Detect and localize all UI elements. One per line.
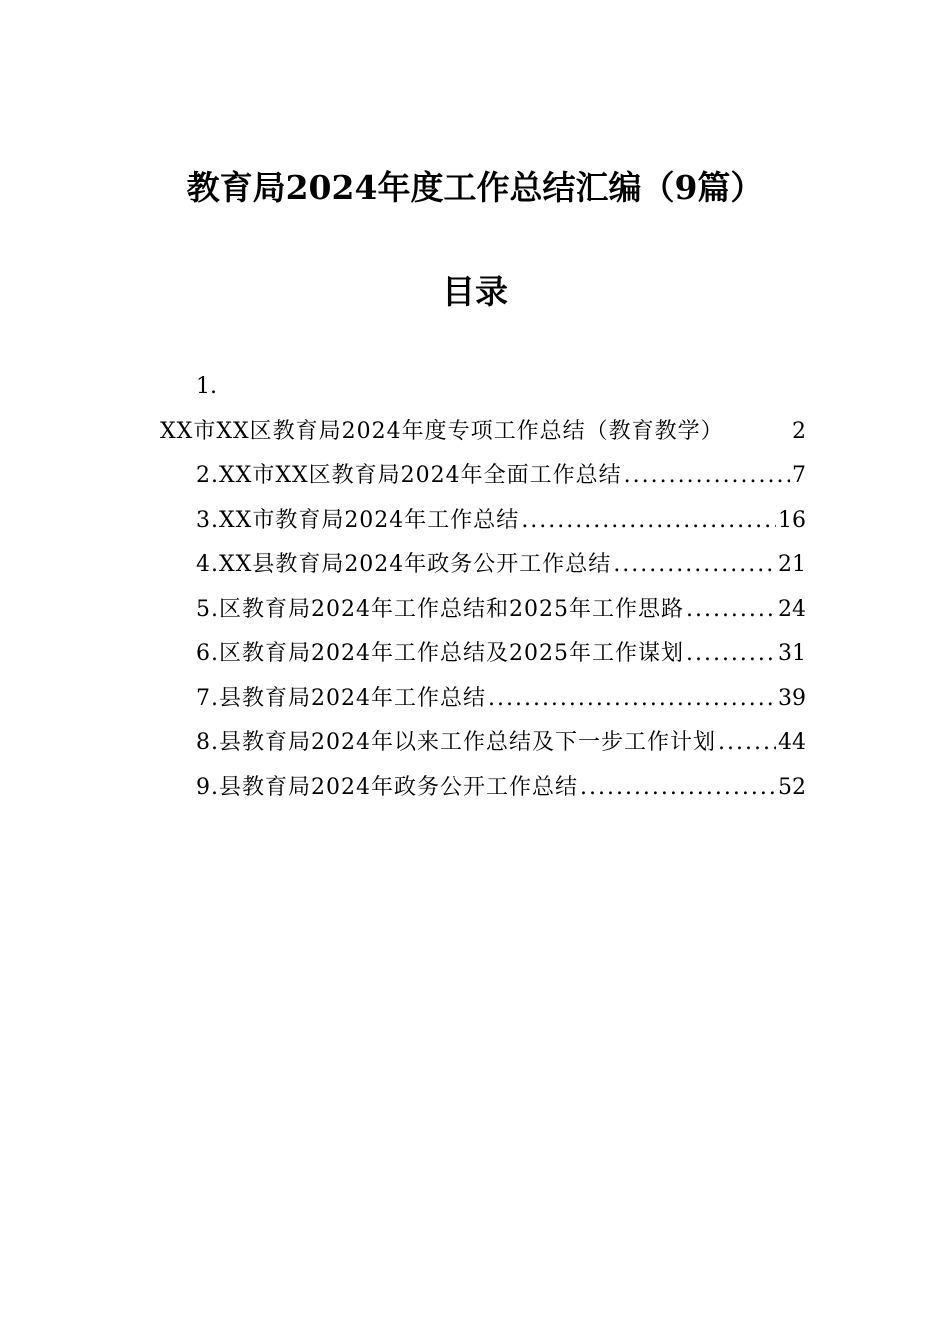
toc-entry-title: 9.县教育局2024年政务公开工作总结 [196,774,578,800]
dot-leader [613,543,776,588]
toc-entry-5[interactable] [160,588,806,633]
table-of-contents [160,365,806,810]
dot-leader [488,677,776,722]
toc-entry-page: 39 [778,685,806,711]
dot-leader [686,632,776,677]
toc-entry-title: 4.XX县教育局2024年政务公开工作总结 [196,552,612,577]
toc-entry-1-number: 1. [196,374,217,399]
dot-leader [624,454,790,499]
toc-entry-title: 2.XX市XX区教育局2024年全面工作总结 [196,463,622,488]
toc-entry-title: 6.区教育局2024年工作总结及2025年工作谋划 [196,641,684,666]
toc-entry-page: 24 [778,596,806,622]
dot-leader [718,721,776,766]
toc-entry-title: XX市XX区教育局2024年度专项工作总结（教育教学） [160,418,724,444]
toc-entry-page: 2 [792,418,806,444]
dot-leader [686,588,776,633]
toc-entry-page: 44 [778,730,806,755]
document-title: 教育局2024年度工作总结汇编（9篇） [186,168,764,207]
toc-entry-page: 21 [778,552,806,577]
toc-entry-page: 31 [778,641,806,666]
toc-entry-title: 7.县教育局2024年工作总结 [196,685,486,711]
toc-heading: 目录 [442,272,508,311]
dot-leader [521,499,776,544]
toc-entry-title: 8.县教育局2024年以来工作总结及下一步工作计划 [196,730,716,755]
toc-entry-4[interactable] [160,543,806,588]
toc-entry-page: 7 [792,463,806,488]
dot-leader [580,766,776,811]
toc-entry-page: 16 [778,507,806,533]
toc-entry-6[interactable] [160,632,806,677]
toc-entry-page: 52 [778,774,806,800]
toc-entry-2[interactable] [160,454,806,499]
toc-entry-7[interactable] [160,677,806,722]
toc-entry-1[interactable] [160,410,806,455]
toc-entry-title: 3.XX市教育局2024年工作总结 [196,507,520,533]
toc-entry-3[interactable] [160,499,806,544]
toc-entry-8[interactable] [160,721,806,766]
toc-entry-9[interactable] [160,766,806,811]
toc-entry-title: 5.区教育局2024年工作总结和2025年工作思路 [196,596,684,622]
